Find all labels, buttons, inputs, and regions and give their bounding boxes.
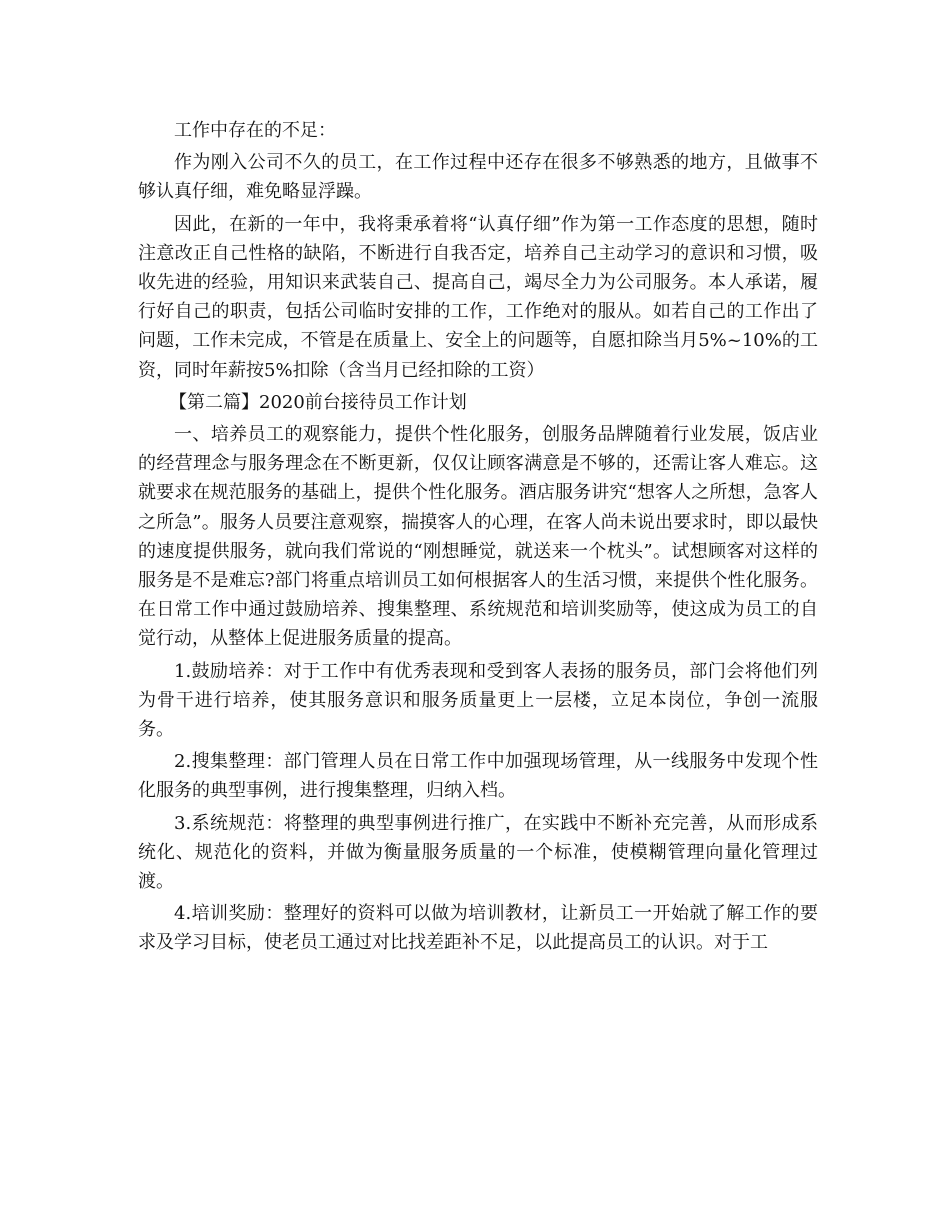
paragraph-personalized-service: 一、培养员工的观察能力，提供个性化服务，创服务品牌随着行业发展，饭店业的经营理念与服务理念在不断更新，仅仅让顾客满意是不够的，还需让客人难忘。这就要求在规范服务的基础上，提供个性化服务。酒店服务讲究“想客人之所想，急客人之所急”。服务人员要注意观察，揣摸客人的心理，在客人尚未说出要求时，即以最快的速度提供服务，就向我们常说的“刚想睡觉，就送来一个枕头”。试想顾客对这样的服务是不是难忘?部门将重点培训员工如何根据客人的生活习惯，来提供个性化服务。在日常工作中通过鼓励培养、搜集整理、系统规范和培训奖励等，使这成为员工的自觉行动，从整体上促进服务质量的提高。 [138, 424, 818, 650]
document-page [138, 116, 818, 961]
paragraph-commitment: 因此，在新的一年中，我将秉承着将“认真仔细”作为第一工作态度的思想，随时注意改正自己性格的缺陷，不断进行自我否定，培养自己主动学习的意识和习惯，吸收先进的经验，用知识来武装自己、提高自己，竭尽全力为公司服务。本人承诺，履行好自己的职责，包括公司临时安排的工作，工作绝对的服从。如若自己的工作出了问题，工作未完成，不管是在质量上、安全上的问题等，自愿扣除当月5%~10%的工资，同时年薪按5%扣除（含当月已经扣除的工资） [138, 213, 818, 381]
list-item-system-standards: 3.系统规范：将整理的典型事例进行推广，在实践中不断补充完善，从而形成系统化、规范化的资料，并做为衡量服务质量的一个标准，使模糊管理向量化管理过渡。 [138, 812, 818, 893]
list-item-encourage-training: 1.鼓励培养：对于工作中有优秀表现和受到客人表扬的服务员，部门会将他们列为骨干进行培养，使其服务意识和服务质量更上一层楼，立足本岗位，争创一流服务。 [138, 660, 818, 741]
paragraph-shortcomings: 作为刚入公司不久的员工，在工作过程中还存在很多不够熟悉的地方，且做事不够认真仔细，难免略显浮躁。 [138, 152, 818, 203]
list-item-collect-organize: 2.搜集整理：部门管理人员在日常工作中加强现场管理，从一线服务中发现个性化服务的典型事例，进行搜集整理，归纳入档。 [138, 751, 818, 802]
paragraph-shortcomings-heading: 工作中存在的不足： [174, 120, 336, 141]
section-title: 【第二篇】2020前台接待员工作计划 [169, 391, 467, 413]
list-item-training-rewards: 4.培训奖励：整理好的资料可以做为培训教材，让新员工一开始就了解工作的要求及学习目标，使老员工通过对比找差距补不足，以此提高员工的认识。对于工 [138, 903, 818, 954]
